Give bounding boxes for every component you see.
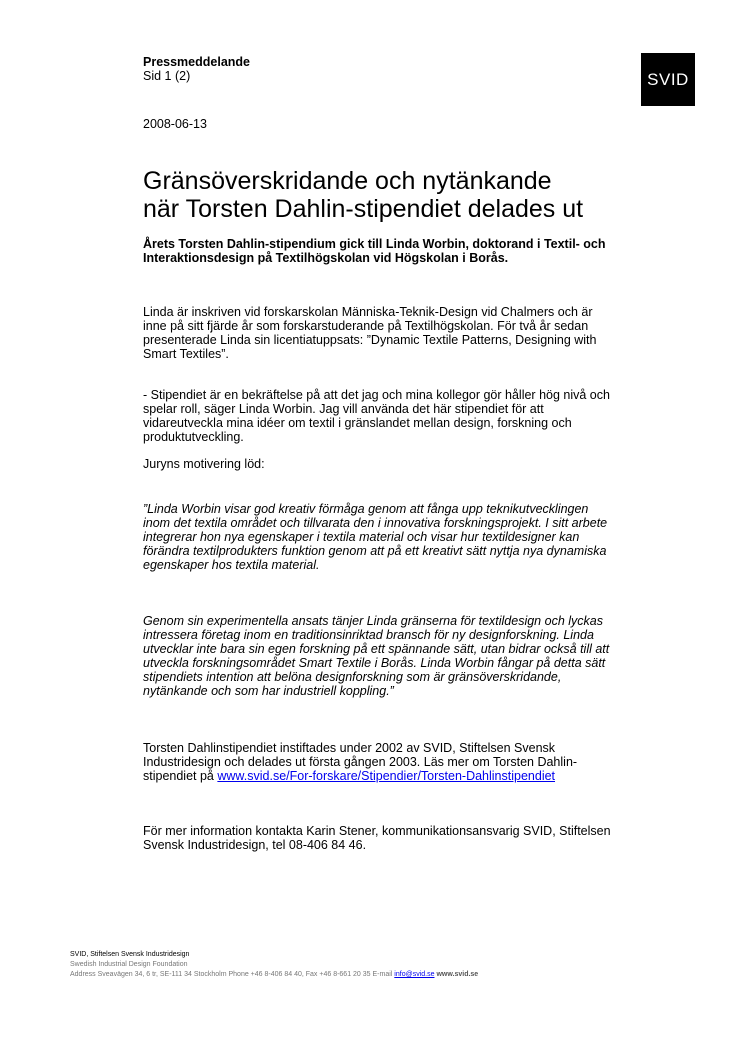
paragraph-quote-worbin: - Stipendiet är en bekräftelse på att det jag och mina kollegor gör håller hög nivå och spelar roll, säger Linda Worbin. Jag vill använda det här stipendiet för att vidareutveckla mina idéer om textil i gränslandet mellan design, forskning och produktutveckling. — [143, 388, 610, 444]
title-line-1: Gränsöverskridande och nytänkande — [143, 167, 552, 195]
footer-address: Address Sveavägen 34, 6 tr, SE-111 34 Stockholm Phone +46 8-406 84 40, Fax +46 8-661 20 35 E-mail — [70, 971, 393, 978]
stipend-link[interactable]: www.svid.se/For-forskare/Stipendier/Torsten-Dahlinstipendiet — [217, 769, 556, 783]
page-footer — [70, 950, 710, 980]
jury-citation-part-1: ”Linda Worbin visar god kreativ förmåga genom att fånga upp teknikutvecklingen inom det textila området och tillvarata den i innovativa forskningsprojekt. I sitt arbete integrerar hon nya egenskaper i textila material och visar hur textildesigner kan förändra textilprodukters funktion genom att på ett kreativt sätt nyttja nya dynamiska egenskaper hos textila material. — [143, 502, 608, 572]
paragraph-contact: För mer information kontakta Karin Stener, kommunikationsansvarig SVID, Stiftelsen Svensk Industridesign, tel 08-406 84 46. — [143, 824, 611, 852]
release-date: 2008-06-13 — [143, 117, 207, 131]
page-title — [143, 167, 663, 223]
about-stipend-text: Torsten Dahlinstipendiet instiftades under 2002 av SVID, Stiftelsen Svensk Industridesign och delades ut första gången 2003. Läs mer om Torsten Dahlin-stipendiet på — [143, 741, 578, 783]
footer-contact-line — [70, 970, 710, 980]
document-type: Pressmeddelande — [143, 55, 250, 69]
svid-logo: SVID — [641, 53, 695, 106]
lead-paragraph: Årets Torsten Dahlin-stipendium gick till Linda Worbin, doktorand i Textil- och Interaktionsdesign på Textilhögskolan vid Högskolan i Borås. — [143, 237, 606, 265]
footer-organization-english: Swedish Industrial Design Foundation — [70, 961, 188, 968]
paragraph-background: Linda är inskriven vid forskarskolan Människa-Teknik-Design vid Chalmers och är inne på sitt fjärde år som forskarstuderande på Textilhögskolan. För två år sedan presenterade Linda sin licentiatuppsats: ”Dynamic Textile Patterns, Designing with Smart Textiles”. — [143, 305, 597, 361]
jury-citation-part-2: Genom sin experimentella ansats tänjer Linda gränserna för textildesign och lyckas intressera företag inom en traditionsinriktad bransch för ny designforskning. Linda utvecklar inte bara sin egen forskning på ett spännande sätt, utan bidrar också till att utveckla forskningsområdet Smart Textile i Borås. Linda Worbin fångar på detta sätt stipendiets intention att belöna designforskning som är gränsöverskridande, nytänkande och som har industriell koppling.” — [143, 614, 610, 698]
footer-website[interactable]: www.svid.se — [436, 971, 479, 978]
paragraph-about-stipend — [143, 741, 613, 783]
footer-organization: SVID, Stiftelsen Svensk Industridesign — [70, 951, 190, 958]
footer-email-link[interactable]: info@svid.se — [394, 971, 435, 978]
title-line-2: när Torsten Dahlin-stipendiet delades ut — [143, 195, 584, 223]
page-number: Sid 1 (2) — [143, 69, 191, 83]
paragraph-jury-intro: Juryns motivering löd: — [143, 457, 265, 471]
